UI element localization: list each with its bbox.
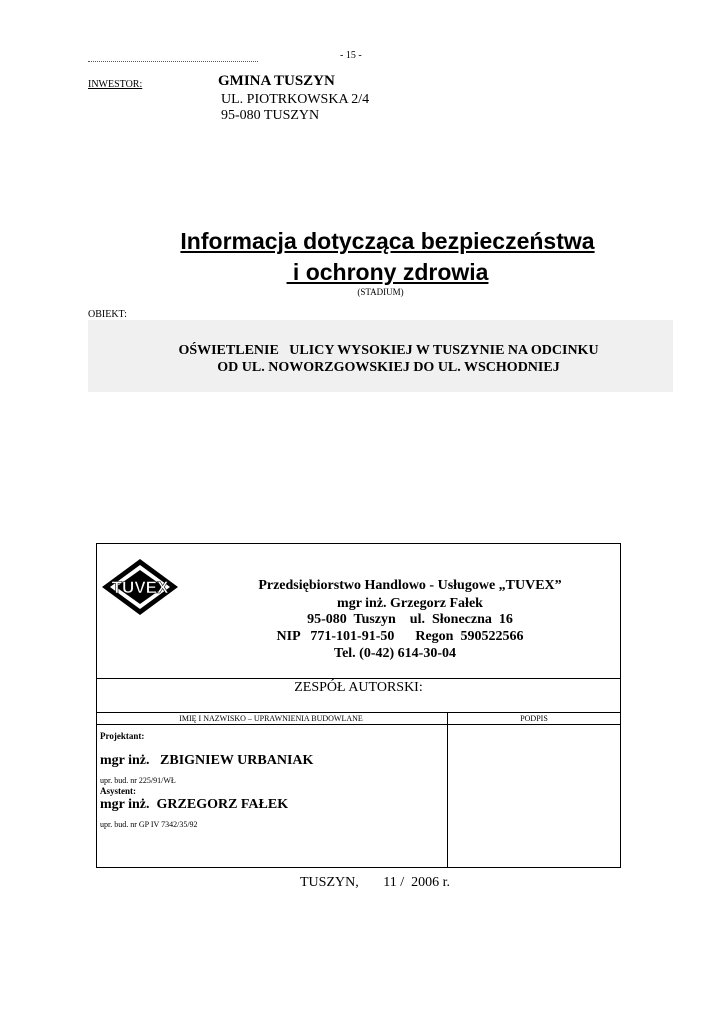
document-title-line1: Informacja dotycząca bezpieczeństwa xyxy=(180,228,595,254)
object-line2: OD UL. NOWORZGOWSKIEJ DO UL. WSCHODNIEJ xyxy=(217,360,560,375)
stage-label: (STADIUM) xyxy=(357,287,404,297)
assistant-license: upr. bud. nr GP IV 7342/35/92 xyxy=(100,820,198,829)
company-ids: NIP 771-101-91-50 Regon 590522566 xyxy=(276,629,524,644)
designer-name: mgr inż. ZBIGNIEW URBANIAK xyxy=(100,753,314,768)
investor-street: UL. PIOTRKOWSKA 2/4 xyxy=(221,92,370,107)
logo-text: TUVEX xyxy=(111,578,169,597)
assistant-label: Asystent: xyxy=(100,786,136,796)
dotted-header-line xyxy=(88,52,258,62)
table-divider xyxy=(97,724,620,725)
column-header-signature: PODPIS xyxy=(520,714,548,723)
investor-name: GMINA TUSZYN xyxy=(218,73,335,89)
object-label: OBIEKT: xyxy=(88,309,127,320)
designer-license: upr. bud. nr 225/91/WŁ xyxy=(100,776,176,785)
company-name: Przedsiębiorstwo Handlowo - Usługowe „TUVEX” xyxy=(258,578,562,593)
investor-city: 95-080 TUSZYN xyxy=(221,108,320,123)
table-divider xyxy=(97,712,620,713)
table-column-divider xyxy=(447,712,448,868)
object-line1: OŚWIETLENIE ULICY WYSOKIEJ W TUSZYNIE NA ODCINKU xyxy=(178,343,599,358)
table-divider xyxy=(97,678,620,679)
investor-label: INWESTOR: xyxy=(88,79,143,90)
column-header-name: IMIĘ I NAZWISKO – UPRAWNIENIA BUDOWLANE xyxy=(179,714,363,723)
document-title-line2: i ochrony zdrowia xyxy=(286,259,489,285)
tuvex-logo-icon xyxy=(100,557,180,619)
company-phone: Tel. (0-42) 614-30-04 xyxy=(334,646,456,661)
place-date: TUSZYN, 11 / 2006 r. xyxy=(300,875,450,890)
designer-label: Projektant: xyxy=(100,731,145,741)
team-heading: ZESPÓŁ AUTORSKI: xyxy=(294,680,423,695)
company-owner: mgr inż. Grzegorz Fałek xyxy=(337,596,483,611)
assistant-name: mgr inż. GRZEGORZ FAŁEK xyxy=(100,797,289,812)
page-number: - 15 - xyxy=(340,50,362,61)
company-address: 95-080 Tuszyn ul. Słoneczna 16 xyxy=(307,612,513,627)
